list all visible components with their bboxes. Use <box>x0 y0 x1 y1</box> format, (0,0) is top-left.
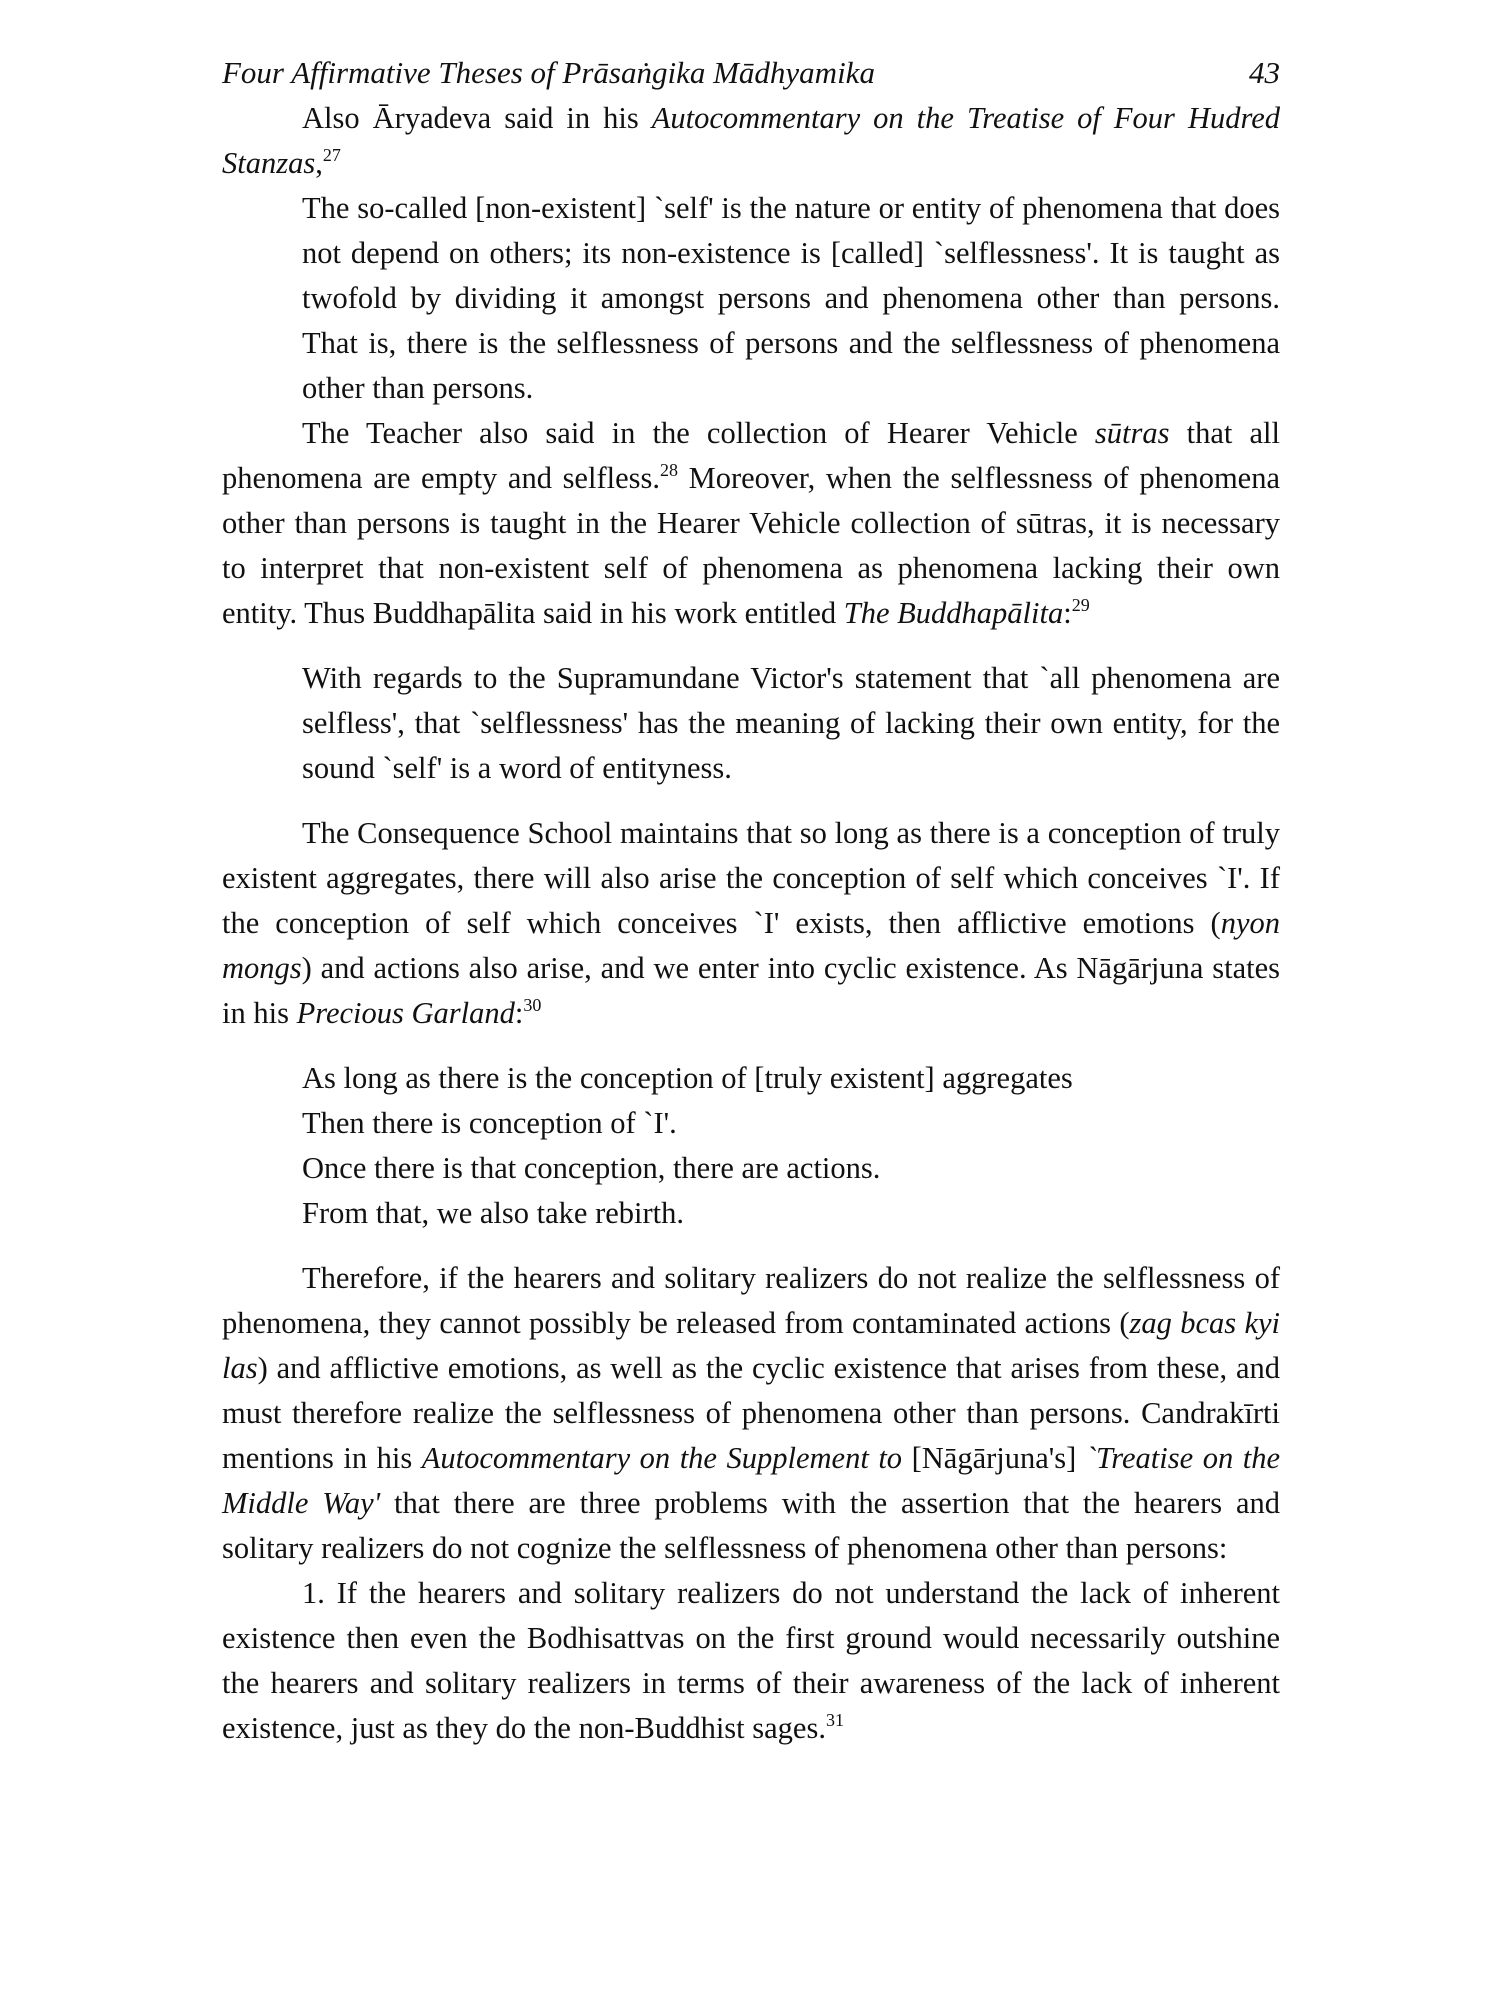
footnote-ref: 27 <box>322 145 341 165</box>
work-title: Precious Garland <box>296 996 515 1030</box>
work-title: Autocommentary on the Supplement to <box>421 1441 903 1475</box>
text-span: : <box>1063 596 1072 630</box>
footnote-ref: 30 <box>523 995 542 1015</box>
block-quote-buddhapalita: With regards to the Supramundane Victor's statement that `all phenomena are selfless', that `selflessness' has the meaning of lacking their own entity, for the sound `self' is a word of entityness. <box>302 661 1280 785</box>
verse-line: From that, we also take rebirth. <box>302 1196 684 1230</box>
text-span: [Nāgārjuna's] <box>902 1441 1086 1475</box>
footnote-ref: 28 <box>659 460 678 480</box>
numbered-point-1 <box>222 1571 1280 1751</box>
verse-line: As long as there is the conception of [truly existent] aggregates <box>302 1061 1073 1095</box>
running-header <box>222 50 1280 96</box>
verse-line: Once there is that conception, there are actions. <box>302 1151 881 1185</box>
paragraph-intro-aryadeva <box>222 96 1280 186</box>
text-span: ) and actions also arise, and we enter into cyclic existence. As Nāgārjuna states in his <box>222 951 1280 1030</box>
work-title: The Buddhapālita <box>843 596 1064 630</box>
text-span: The Consequence School maintains that so long as there is a conception of truly existent aggregates, there will also arise the conception of self which conceives `I'. If the conception of self which conceives `I' exists, then afflictive emotions ( <box>222 816 1280 940</box>
foreign-term: sūtras <box>1094 416 1170 450</box>
text-span: that there are three problems with the assertion that the hearers and solitary realizers do not cognize the selflessness of phenomena other than persons: <box>222 1486 1280 1565</box>
foreign-term: nyon mongs <box>222 906 1280 985</box>
text-span: ) and afflictive emotions, as well as the cyclic existence that arises from these, and must therefore realize the selflessness of phenomena other than persons. Candrakīrti mentions in his <box>222 1351 1280 1475</box>
text-span: If the hearers and solitary realizers do not understand the lack of inherent existence then even the Bodhisattvas on the first ground would necessarily outshine the hearers and solitary realizers in terms of their awareness of the lack of inherent existence, just as they do the non-Buddhist sages. <box>222 1576 1280 1745</box>
foreign-term: zag bcas kyi las <box>222 1306 1281 1385</box>
text-span: Therefore, if the hearers and solitary realizers do not realize the selflessness of phenomena, they cannot possibly be released from contaminated actions ( <box>222 1261 1280 1340</box>
verse-quote <box>302 1056 1280 1236</box>
paragraph-consequence-school <box>222 811 1280 1036</box>
text-span: that all phenomena are empty and selfless. <box>222 416 1280 495</box>
paragraph-therefore <box>222 1256 1280 1571</box>
text-span: Moreover, when the selflessness of phenomena other than persons is taught in the Hearer Vehicle collection of sūtras, it is necessary to interpret that non-existent self of phenomena as phenomena lacking their own entity. Thus Buddhapālita said in his work entitled <box>222 461 1280 630</box>
page <box>222 50 1280 1751</box>
footnote-ref: 29 <box>1071 595 1090 615</box>
text-span: Also Āryadeva said in his <box>302 101 652 135</box>
block-quote-aryadeva: The so-called [non-existent] `self' is the nature or entity of phenomena that does not depend on others; its non-existence is [called] `selflessness'. It is taught as twofold by dividing it amongst persons and phenomena other than persons. That is, there is the selflessness of persons and the selflessness of phenomena other than persons. <box>302 191 1280 405</box>
verse-line: Then there is conception of `I'. <box>302 1106 677 1140</box>
work-title: `Treatise on the Middle Way' <box>222 1441 1280 1520</box>
running-title: Four Affirmative Theses of Prāsaṅgika Mādhyamika <box>222 55 875 90</box>
text-span: The Teacher also said in the collection of Hearer Vehicle <box>302 416 1095 450</box>
text-span: , <box>315 146 323 180</box>
work-title: Autocommentary on the Treatise of Four Hudred Stanzas <box>222 101 1280 180</box>
footnote-ref: 31 <box>825 1710 844 1730</box>
paragraph-teacher <box>222 411 1280 636</box>
list-marker: 1. <box>302 1576 325 1610</box>
page-number: 43 <box>1249 55 1280 90</box>
text-span: : <box>514 996 524 1030</box>
